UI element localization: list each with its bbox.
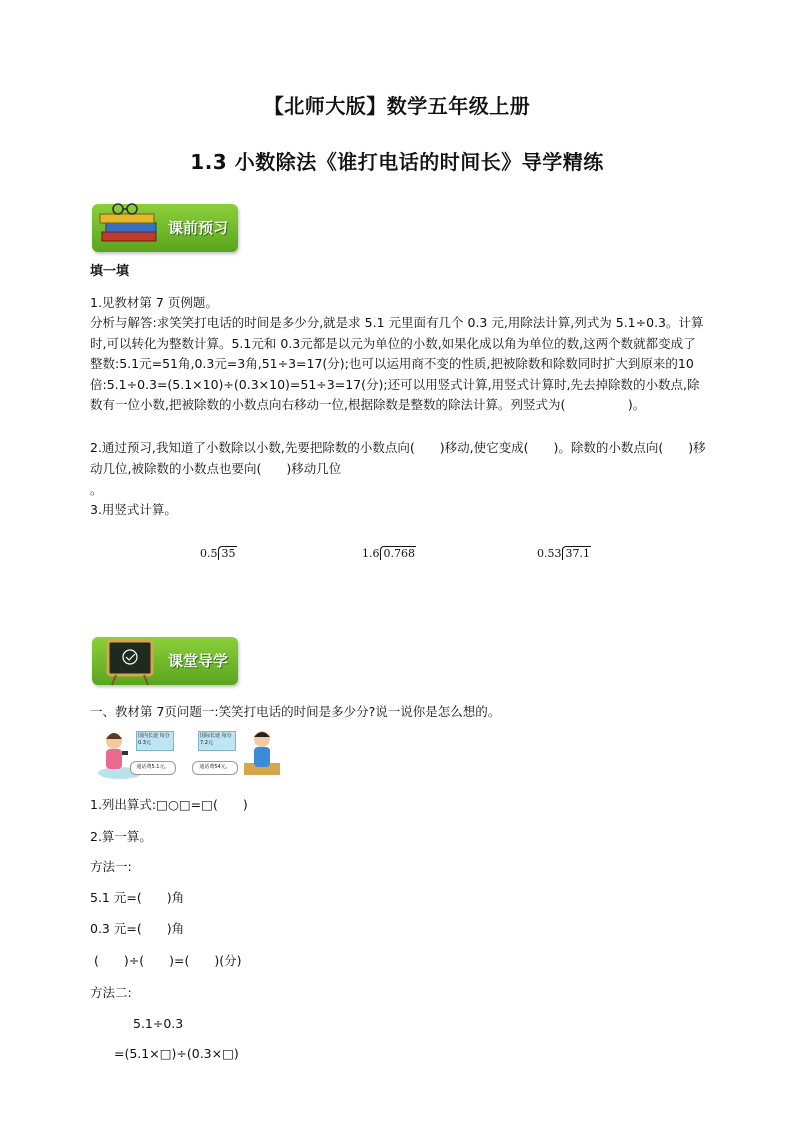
method-2-label: 方法二: [90,985,132,1000]
method-1-line-a: 5.1 元=( )角 [90,890,185,905]
question-1-body: 分析与解答:求笑笑打电话的时间是多少分,就是求 5.1 元里面有几个 0.3 元,用除法计算,列式为 5.1÷0.3。计算时,可以转化为整数计算。5.1元和 0.3元都是以元为单位的小数,如果化成以角为单位的数,这两个数就都变成了整数:5.1元=51角,0.3元=3角,51÷3=17(分);也可以运用商不变的性质,把被除数和除数同时扩大到原来的10倍:5.1÷0.3=(5.1×10)÷(0.3×10)=51÷3=17(分);还可以用竖式计算,用竖式计算时,先去掉除数的小数点,除数有一位小数,把被除数的小数点向右移动一位,根据除数是整数的除法计算。列竖式为( )。 [90,315,704,412]
guide-banner-label: 课堂导学 [167,652,228,670]
method-1-line-b: 0.3 元=( )角 [90,921,185,936]
question-2-end: 。 [90,482,103,497]
preview-banner [92,204,238,252]
speech-bubble-left: 通话费5.1元。 [130,761,176,775]
dividend: 0.768 [380,546,417,560]
step-1: 1.列出算式:□○□=□( ) [90,797,248,812]
dividend: 37.1 [562,546,592,560]
long-division-2 [362,546,416,560]
question-1-head: 1.见教材第 7 页例题。 [90,295,218,310]
lesson-title: 1.3 小数除法《谁打电话的时间长》导学精练 [190,150,604,174]
long-division-3 [537,546,591,560]
speech-bubble-right: 通话费54元。 [192,761,238,775]
phone-call-illustration [94,727,284,783]
books-icon [96,198,166,246]
question-2: 2.通过预习,我知道了小数除以小数,先要把除数的小数点向( )移动,使它变成( )。除数的小数点向( )移动几位,被除数的小数点也要向( )移动几位 [90,440,706,476]
sign-domestic: 国内长途 每分0.3元 [136,731,174,751]
step-2: 2.算一算。 [90,829,152,844]
guide-question: 一、教材第 7页问题一:笑笑打电话的时间是多少分?说一说你是怎么想的。 [90,704,501,719]
method-2-line-a: 5.1÷0.3 [133,1016,184,1031]
divisor: 0.53 [537,547,562,560]
dividend: 35 [218,546,237,560]
divisor: 1.6 [362,547,380,560]
blackboard-icon [102,639,162,687]
preview-banner-label: 课前预习 [167,219,228,237]
divisor: 0.5 [200,547,218,560]
method-2-line-b: =(5.1×□)÷(0.3×□) [114,1046,239,1061]
method-1-label: 方法一: [90,859,132,874]
method-1-line-c: ( )÷( )=( )(分) [94,953,242,968]
question-3: 3.用竖式计算。 [90,502,177,517]
sign-international: 国际长途 每分7.2元 [198,731,236,751]
fill-heading: 填一填 [90,264,130,279]
document-title: 【北师大版】数学五年级上册 [263,94,531,118]
long-division-1 [200,546,237,560]
guide-banner [92,637,238,685]
